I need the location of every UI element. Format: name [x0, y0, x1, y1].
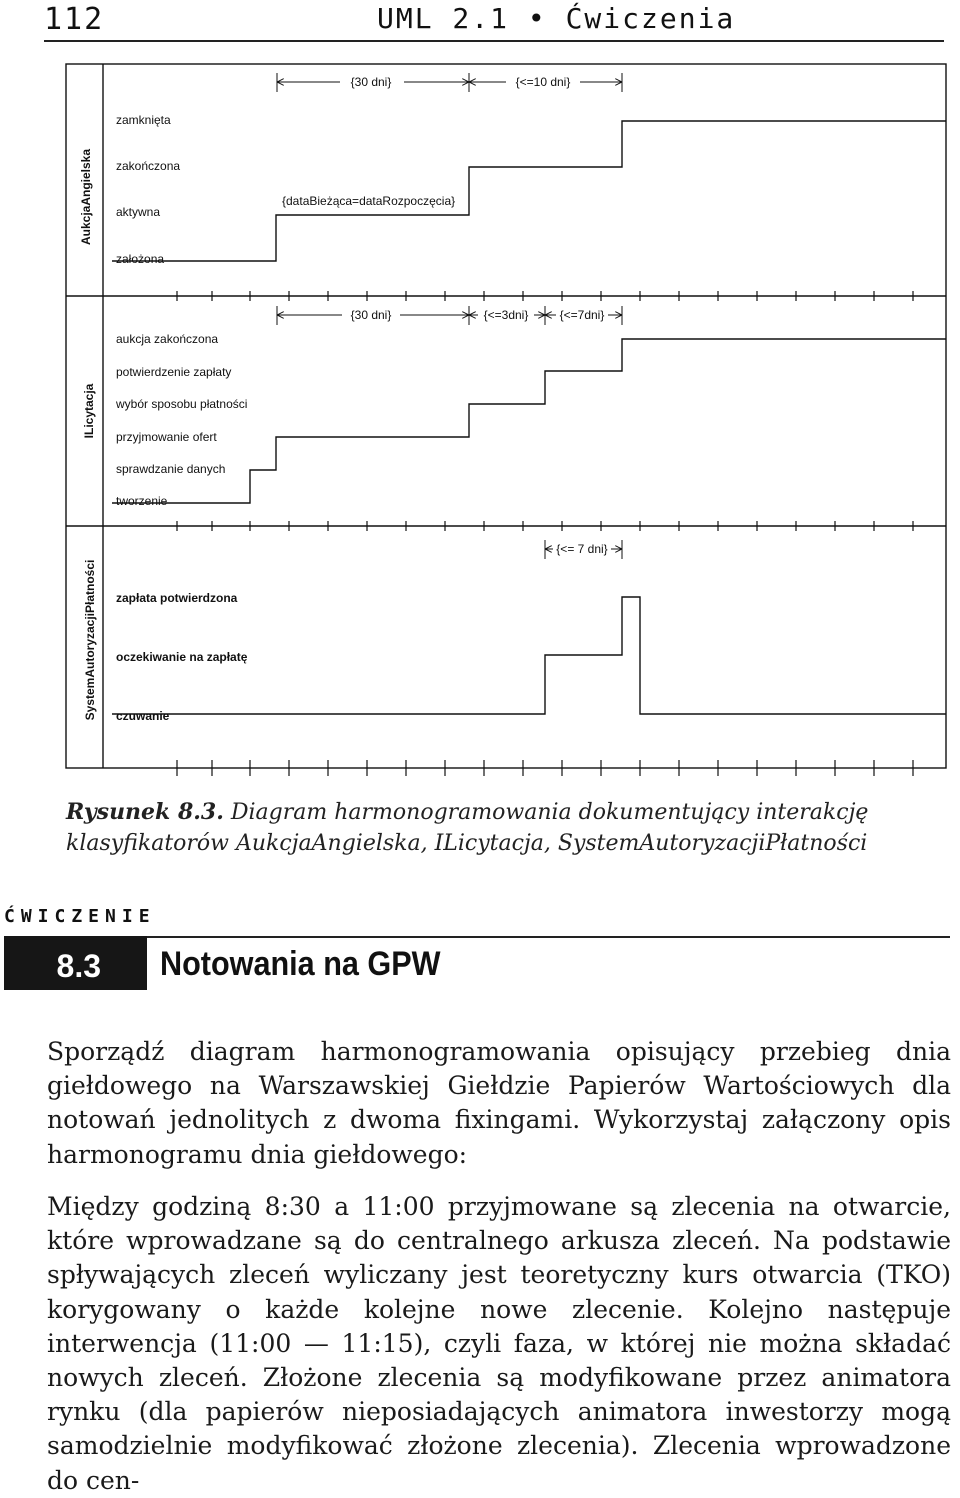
state-label: sprawdzanie danych [116, 462, 226, 476]
lifeline-name-system: SystemAutoryzacjiPłatności [83, 559, 97, 721]
state-label: założona [116, 252, 165, 266]
figure-caption [66, 797, 926, 859]
book-title: UML 2.1 • Ćwiczenia [377, 2, 736, 35]
state-label: przyjmowanie ofert [116, 430, 217, 444]
timing-diagram [0, 50, 960, 780]
body-paragraph: Między godziną 8:30 a 11:00 przyjmowane są zlecenia na otwarcie, które wprowadzane są do centralnego arkusza zleceń. Na podstawie spływających zleceń wyliczany jest teoretyczny kurs otwarcia (TKO) korygowany o każde kolejne nowe zlecenie. Kolejno następuje interwencja (11:00 — 11:15), czyli faza, w której nie można składać nowych zleceń. Złożone zlecenia są modyfikowane przez animatora rynku (dla papierów nieposiadających animatora inwestorzy mogą samodzielnie modyfikować złożone zlecenia). Zlecenia wprowadzone do cen- [47, 1192, 951, 1495]
lifeline-name-aukcja: AukcjaAngielska [79, 148, 93, 246]
page-number: 112 [44, 2, 105, 37]
state-label: zamknięta [116, 113, 171, 127]
duration-constraint: {30 dni} [350, 308, 392, 322]
exercise-number: 8.3 [4, 936, 147, 990]
body-paragraph: Sporządź diagram harmonogramowania opisujący przebieg dnia giełdowego na Warszawskiej Giełdzie Papierów Wartościowych dla notowań jednolitych z dwoma fixingami. Wykorzystaj załączony opis harmonogramu dnia giełdowego: [47, 1037, 951, 1169]
lifeline-name-ilicytacja: ILicytacja [82, 383, 96, 439]
state-timeline [112, 339, 946, 503]
state-label: potwierdzenie zapłaty [116, 365, 232, 379]
state-label: wybór sposobu płatności [116, 397, 248, 411]
duration-constraint: {<=7dni} [559, 308, 605, 322]
exercise-label: ĆWICZENIE [4, 906, 156, 927]
state-label: aukcja zakończona [116, 332, 219, 346]
state-label: zakończona [116, 159, 181, 173]
duration-constraint: {<=10 dni} [515, 75, 571, 89]
duration-constraint: {30 dni} [350, 75, 392, 89]
duration-constraint: {<= 7 dni} [556, 542, 608, 556]
state-label: oczekiwanie na zapłatę [116, 650, 248, 664]
state-label: zapłata potwierdzona [116, 591, 238, 605]
state-label: tworzenie [116, 494, 168, 508]
state-label: czuwanie [116, 709, 170, 723]
time-condition: {dataBieżąca=dataRozpoczęcia} [282, 194, 456, 208]
page-header [44, 2, 944, 42]
state-timeline [112, 121, 946, 261]
figure-caption-label: Rysunek 8.3. [66, 799, 224, 825]
exercise-title: Notowania na GPW [160, 945, 441, 983]
duration-constraint: {<=3dni} [483, 308, 529, 322]
figure-caption-text: Diagram harmonogramowania dokumentujący interakcję klasyfikatorów AukcjaAngielska, ILicytacja, SystemAutoryzacjiPłatności [66, 800, 869, 856]
state-label: aktywna [116, 205, 161, 219]
